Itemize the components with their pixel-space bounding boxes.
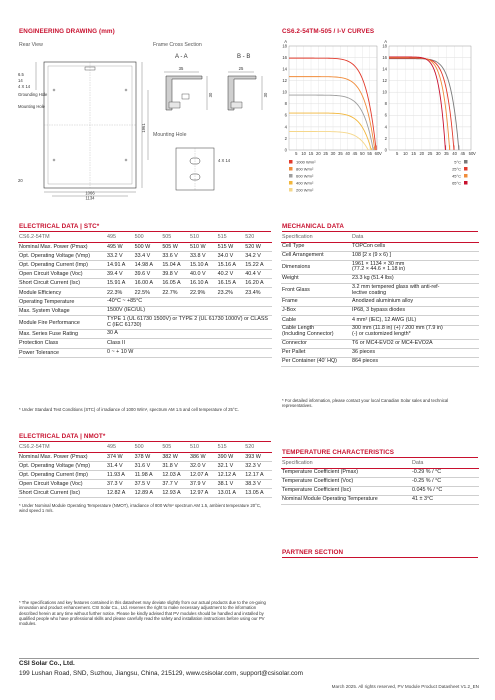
y-tick-label: 12 [282, 78, 287, 84]
x-tick-label: 35 [444, 151, 449, 156]
value-cell: 40.2 V [217, 270, 245, 279]
table-row [18, 348, 272, 357]
value-cell: 38.3 V [244, 480, 272, 489]
row-label: Power Tolerance [18, 348, 106, 357]
header-cell: 515 [217, 443, 245, 452]
row-label: J-Box [281, 307, 351, 316]
row-label: Cable Length (Including Connector) [281, 325, 351, 339]
legend-label: 65°C [452, 180, 461, 186]
value-cell: 12.93 A [161, 489, 189, 498]
dim-30-bb: 30 [263, 92, 268, 98]
value-cell: 0.045 % / °C [411, 486, 479, 495]
table-row [281, 325, 479, 339]
legend-label: 5°C [454, 159, 461, 165]
value-cell: 390 W [217, 452, 245, 461]
irradiance-curve [289, 95, 373, 150]
iv-curves-chart [277, 36, 479, 196]
value-cell: 14.91 A [106, 260, 134, 269]
table-row [281, 274, 479, 283]
x-tick-label: 20 [419, 151, 425, 156]
table-row [281, 284, 479, 298]
value-cell: 14.98 A [134, 260, 162, 269]
y-tick-label: 0 [284, 147, 287, 153]
legend-swatch [289, 174, 293, 178]
value-cell: 36 pieces [351, 348, 479, 357]
table-row [281, 468, 479, 477]
legend-swatch [464, 160, 468, 164]
value-cell: 16.20 A [244, 279, 272, 288]
table-row [18, 279, 272, 288]
value-cell: 12.97 A [189, 489, 217, 498]
table-row [18, 242, 272, 251]
row-label: Weight [281, 274, 351, 283]
row-label: Cell Type [281, 242, 351, 251]
value-cell: 108 [2 x (9 x 6) ] [351, 251, 479, 260]
value-cell: TOPCon cells [351, 242, 479, 251]
table-row [18, 260, 272, 269]
value-cell: -0.29 % / °C [411, 468, 479, 477]
x-tick-label: 50 [359, 151, 365, 156]
table-row [281, 358, 479, 367]
row-label: Opt. Operating Current (Imp) [18, 260, 106, 269]
partner-divider [282, 557, 478, 558]
value-cell: 39.6 V [134, 270, 162, 279]
row-label: Nominal Module Operating Temperature [281, 496, 411, 505]
x-tick-label: 15 [308, 151, 314, 156]
table-row [281, 348, 479, 357]
row-label: Per Pallet [281, 348, 351, 357]
footer-date: March 2025. All rights reserved, PV Module Product Datasheet V1.2_EN [331, 684, 479, 689]
legend-label: 600 W/m² [296, 173, 314, 179]
legend-label: 200 W/m² [296, 187, 314, 193]
iv-curves-title: CS6.2-54TM-505 / I-V CURVES [282, 28, 375, 35]
value-cell: 4 mm² (IEC), 12 AWG (UL) [351, 316, 479, 325]
value-cell: 32.3 V [244, 461, 272, 470]
value-cell: 15.10 A [189, 260, 217, 269]
y-axis-label: A [284, 39, 287, 44]
value-cell: IP68, 3 bypass diodes [351, 307, 479, 316]
table-row [18, 306, 272, 315]
stc-table [18, 233, 272, 358]
header-cell: 500 [134, 233, 162, 242]
x-tick-label: 30 [330, 151, 336, 156]
y-tick-label: 10 [382, 89, 387, 95]
x-tick-label: 5 [396, 151, 399, 156]
y-tick-label: 6 [384, 112, 387, 118]
header-cell: 510 [189, 443, 217, 452]
table-header [281, 459, 479, 468]
value-cell: 23.3 kg (51.4 lbs) [351, 274, 479, 283]
y-axis-label: A [384, 39, 387, 44]
header-cell: 520 [244, 443, 272, 452]
legend-label: 45°C [452, 173, 461, 179]
row-label: Opt. Operating Voltage (Vmp) [18, 461, 106, 470]
x-tick-label: 20 [315, 151, 321, 156]
footer-address: 199 Lushan Road, SND, Suzhou, Jiangsu, China, 215129, www.csisolar.com, support@csisolar.com [19, 670, 303, 677]
header-cell: 505 [161, 233, 189, 242]
temperature-divider [282, 457, 478, 458]
nmot-table [18, 443, 272, 498]
dim-1134: 1134 [85, 195, 95, 200]
table-row [18, 251, 272, 260]
dim-30-aa: 30 [208, 92, 213, 98]
y-tick-label: 4 [284, 124, 287, 130]
value-cell: 31.8 V [161, 461, 189, 470]
value-cell: 505 W [161, 242, 189, 251]
value-cell: 13.01 A [217, 489, 245, 498]
value-cell: 374 W [106, 452, 134, 461]
value-cell: 23.2% [217, 288, 245, 297]
stc-title: ELECTRICAL DATA | STC* [19, 223, 100, 230]
iv-chart-irradiance [282, 39, 382, 156]
iv-chart-temperature [382, 39, 476, 156]
value-cell: 22.3% [106, 288, 134, 297]
value-cell: 16.00 A [134, 279, 162, 288]
value-cell: 16.05 A [161, 279, 189, 288]
value-cell: 15.16 A [217, 260, 245, 269]
header-cell: 495 [106, 443, 134, 452]
mechanical-table [281, 233, 479, 367]
legend-swatch [289, 181, 293, 185]
y-tick-label: 14 [282, 66, 287, 72]
value-cell: 1961 × 1134 × 30 mm (77.2 × 44.6 × 1.18 in) [351, 260, 479, 274]
x-tick-label: 50 [468, 151, 474, 156]
mechanical-note: * For detailed information, please contact your local Canadian Solar sales and technical representatives. [282, 398, 449, 409]
value-cell: 34.2 V [244, 251, 272, 260]
value-cell: 15.22 A [244, 260, 272, 269]
row-label: Max. System Voltage [18, 306, 106, 315]
dim-25: 25 [238, 66, 244, 71]
value-cell: 30 A [106, 330, 272, 339]
section-bb-label: B - B [237, 54, 251, 60]
table-row [18, 270, 272, 279]
table-row [18, 480, 272, 489]
table-row [18, 288, 272, 297]
frame-cross-section-label: Frame Cross Section [153, 42, 202, 48]
value-cell: 12.89 A [134, 489, 162, 498]
x-axis-label: V [473, 151, 476, 156]
y-tick-label: 16 [382, 54, 387, 60]
x-tick-label: 10 [403, 151, 408, 156]
dim-6-5: 6.5 [18, 72, 24, 77]
mechanical-divider [282, 231, 478, 232]
value-cell: 0 ~ + 10 W [106, 348, 272, 357]
header-cell: Data [411, 459, 479, 468]
value-cell: 378 W [134, 452, 162, 461]
irradiance-curve [289, 58, 376, 150]
x-tick-label: 10 [301, 151, 307, 156]
row-label: Operating Temperature [18, 297, 106, 306]
x-tick-label: 5 [295, 151, 298, 156]
legend-swatch [464, 167, 468, 171]
value-cell: 13.05 A [244, 489, 272, 498]
value-cell: 40.0 V [189, 270, 217, 279]
y-tick-label: 2 [384, 135, 387, 141]
row-label: Opt. Operating Voltage (Vmp) [18, 251, 106, 260]
value-cell: Anodized aluminium alloy [351, 298, 479, 307]
nmot-divider [19, 441, 271, 442]
table-row [281, 298, 479, 307]
dim-1066: 1066 [85, 190, 95, 196]
footer-divider [19, 658, 479, 659]
x-tick-label: 40 [452, 151, 457, 156]
disclaimer: * The specifications and key features contained in this datasheet may deviate slightly from our actual products due to the on-going innovation and product enhancement. CSI Solar Co., Ltd. reserves the right to make necessary adjustment to the information described herein at any time without further notice. Please be kindly advised that PV modules should be handled and installed by qualified people who have professional skills and please carefully read the safety and installation instructions before using our PV modules. [19, 600, 266, 627]
partner-title: PARTNER SECTION [282, 549, 344, 556]
legend-label: 25°C [452, 166, 461, 172]
irradiance-curve [289, 132, 368, 150]
value-cell: 510 W [189, 242, 217, 251]
value-cell: 864 pieces [351, 358, 479, 367]
rear-view-label: Rear View [19, 42, 43, 48]
x-axis-label: V [379, 151, 382, 156]
value-cell: 3.2 mm tempered glass with anti-ref- lective coating [351, 284, 479, 298]
row-label: Nominal Max. Power (Pmax) [18, 242, 106, 251]
value-cell: 31.4 V [106, 461, 134, 470]
value-cell: 16.10 A [189, 279, 217, 288]
row-label: Temperature Coefficient (Pmax) [281, 468, 411, 477]
row-label: Cell Arrangement [281, 251, 351, 260]
y-tick-label: 2 [284, 135, 287, 141]
legend-swatch [289, 188, 293, 192]
header-cell: CS6.2-54TM [18, 443, 106, 452]
header-cell: CS6.2-54TM [18, 233, 106, 242]
engineering-drawing-title: ENGINEERING DRAWING (mm) [19, 28, 115, 35]
value-cell: 37.5 V [134, 480, 162, 489]
x-tick-label: 45 [460, 151, 466, 156]
dim-14: 14 [18, 78, 23, 83]
mechanical-title: MECHANICAL DATA [282, 223, 345, 230]
dim-1961: 1961 [141, 123, 146, 133]
value-cell: 39.4 V [106, 270, 134, 279]
table-row [281, 486, 479, 495]
value-cell: 39.8 V [161, 270, 189, 279]
y-tick-label: 8 [284, 101, 287, 107]
row-label: Connector [281, 339, 351, 348]
legend-swatch [464, 181, 468, 185]
value-cell: 41 ± 3°C [411, 496, 479, 505]
value-cell: 22.9% [189, 288, 217, 297]
footer-company: CSI Solar Co., Ltd. [19, 660, 75, 667]
value-cell: 520 W [244, 242, 272, 251]
table-row [281, 242, 479, 251]
x-tick-label: 60 [374, 151, 380, 156]
value-cell: 33.4 V [134, 251, 162, 260]
temperature-table [281, 459, 479, 505]
value-cell: 12.12 A [217, 470, 245, 479]
row-label: Frame [281, 298, 351, 307]
legend-label: 400 W/m² [296, 180, 314, 186]
y-tick-label: 4 [384, 124, 387, 130]
table-row [18, 470, 272, 479]
value-cell: 22.7% [161, 288, 189, 297]
value-cell: 11.93 A [106, 470, 134, 479]
legend-label: 800 W/m² [296, 166, 314, 172]
row-label: Dimensions [281, 260, 351, 274]
row-label: Module Fire Performance [18, 316, 106, 330]
mounting-hole-small-label: Mounting Hole [18, 104, 46, 109]
value-cell: 15.91 A [106, 279, 134, 288]
value-cell: 31.6 V [134, 461, 162, 470]
x-tick-label: 35 [337, 151, 343, 156]
stc-note: * Under Standard Test Conditions (STC) of irradiance of 1000 W/m², spectrum AM 1.5 and cell temperature of 25°C. [19, 407, 239, 412]
row-label: Protection Class [18, 339, 106, 348]
y-tick-label: 10 [282, 89, 287, 95]
value-cell: 32.1 V [217, 461, 245, 470]
x-tick-label: 25 [323, 151, 329, 156]
table-row [18, 489, 272, 498]
header-cell: 505 [161, 443, 189, 452]
mounting-hole-label: Mounting Hole [153, 132, 187, 138]
value-cell: 34.0 V [217, 251, 245, 260]
value-cell: 11.98 A [134, 470, 162, 479]
value-cell: 33.8 V [189, 251, 217, 260]
table-header [18, 233, 272, 242]
x-tick-label: 40 [345, 151, 351, 156]
value-cell: 15.04 A [161, 260, 189, 269]
temperature-curve [389, 57, 445, 150]
value-cell: 23.4% [244, 288, 272, 297]
x-tick-label: 55 [367, 151, 373, 156]
value-cell: 37.9 V [189, 480, 217, 489]
x-tick-label: 45 [352, 151, 358, 156]
value-cell: 33.2 V [106, 251, 134, 260]
table-row [18, 339, 272, 348]
legend-temperature [452, 159, 467, 185]
legend-irradiance [289, 159, 316, 192]
x-tick-label: 15 [411, 151, 416, 156]
value-cell: T6 or MC4-EVO2 or MC4-EVO2A [351, 339, 479, 348]
value-cell: Class II [106, 339, 272, 348]
y-tick-label: 16 [282, 54, 287, 60]
engineering-drawing [14, 50, 274, 200]
value-cell: 393 W [244, 452, 272, 461]
value-cell: 300 mm (11.8 in) (+) / 200 mm (7.9 in) (-) or customized length* [351, 325, 479, 339]
value-cell: 515 W [217, 242, 245, 251]
value-cell: -0.25 % / °C [411, 477, 479, 486]
stc-divider [19, 231, 271, 232]
row-label: Cable [281, 316, 351, 325]
value-cell: 32.0 V [189, 461, 217, 470]
temperature-title: TEMPERATURE CHARACTERISTICS [282, 449, 395, 456]
table-row [281, 316, 479, 325]
table-row [281, 251, 479, 260]
header-cell: 520 [244, 233, 272, 242]
value-cell: TYPE 1 (UL 61730 1500V) or TYPE 2 (UL 61730 1000V) or CLASS C (IEC 61730) [106, 316, 272, 330]
value-cell: 40.4 V [244, 270, 272, 279]
header-cell: Data [351, 233, 479, 242]
row-label: Temperature Coefficient (Voc) [281, 477, 411, 486]
dim-4x14-detail: 4 X 14 [218, 158, 231, 163]
x-tick-label: 30 [435, 151, 441, 156]
dim-35: 35 [178, 66, 184, 71]
table-row [281, 477, 479, 486]
dim-20: 20 [18, 178, 23, 183]
value-cell: 12.17 A [244, 470, 272, 479]
row-label: Nominal Max. Power (Pmax) [18, 452, 106, 461]
section-aa-label: A - A [175, 54, 188, 60]
value-cell: 38.1 V [217, 480, 245, 489]
y-tick-label: 6 [284, 112, 287, 118]
table-header [281, 233, 479, 242]
table-row [18, 461, 272, 470]
row-label: Open Circuit Voltage (Voc) [18, 270, 106, 279]
value-cell: 33.6 V [161, 251, 189, 260]
value-cell: 495 W [106, 242, 134, 251]
value-cell: 12.03 A [161, 470, 189, 479]
y-tick-label: 0 [384, 147, 387, 153]
nmot-title: ELECTRICAL DATA | NMOT* [19, 433, 106, 440]
table-row [281, 260, 479, 274]
dim-4x14: 4 X 14 [18, 84, 31, 89]
header-cell: 510 [189, 233, 217, 242]
y-tick-label: 18 [382, 43, 387, 49]
value-cell: 16.15 A [217, 279, 245, 288]
row-label: Temperature Coefficient (Isc) [281, 486, 411, 495]
header-cell: 515 [217, 233, 245, 242]
table-row [18, 297, 272, 306]
table-row [18, 316, 272, 330]
table-header [18, 443, 272, 452]
header-cell: 495 [106, 233, 134, 242]
table-row [281, 496, 479, 505]
value-cell: 12.82 A [106, 489, 134, 498]
value-cell: 37.3 V [106, 480, 134, 489]
table-row [281, 307, 479, 316]
table-row [18, 330, 272, 339]
row-label: Module Efficiency [18, 288, 106, 297]
y-tick-label: 12 [382, 78, 387, 84]
table-row [18, 452, 272, 461]
row-label: Per Container (40' HQ) [281, 358, 351, 367]
legend-swatch [464, 174, 468, 178]
row-label: Short Circuit Current (Isc) [18, 279, 106, 288]
value-cell: 1500V (IEC/UL) [106, 306, 272, 315]
value-cell: 386 W [189, 452, 217, 461]
header-cell: Specification [281, 459, 411, 468]
row-label: Front Glass [281, 284, 351, 298]
header-cell: 500 [134, 443, 162, 452]
nmot-note: * Under Nominal Module Operating Temperature (NMOT), irradiance of 800 W/m² spectrum AM 1.5, ambient temperature 20°C, wind speed 1 m/s. [19, 503, 262, 514]
row-label: Short Circuit Current (Isc) [18, 489, 106, 498]
x-tick-label: 25 [427, 151, 433, 156]
value-cell: 500 W [134, 242, 162, 251]
legend-swatch [289, 167, 293, 171]
y-tick-label: 18 [282, 43, 287, 49]
value-cell: 37.7 V [161, 480, 189, 489]
row-label: Opt. Operating Current (Imp) [18, 470, 106, 479]
table-row [281, 339, 479, 348]
value-cell: -40°C ~ +85°C [106, 297, 272, 306]
legend-swatch [289, 160, 293, 164]
value-cell: 382 W [161, 452, 189, 461]
row-label: Open Circuit Voltage (Voc) [18, 480, 106, 489]
row-label: Max. Series Fuse Rating [18, 330, 106, 339]
value-cell: 12.07 A [189, 470, 217, 479]
y-tick-label: 8 [384, 101, 387, 107]
value-cell: 22.5% [134, 288, 162, 297]
header-cell: Specification [281, 233, 351, 242]
y-tick-label: 14 [382, 66, 387, 72]
legend-label: 1000 W/m² [296, 159, 316, 165]
grounding-hole-label: Grounding Hole [18, 92, 48, 97]
